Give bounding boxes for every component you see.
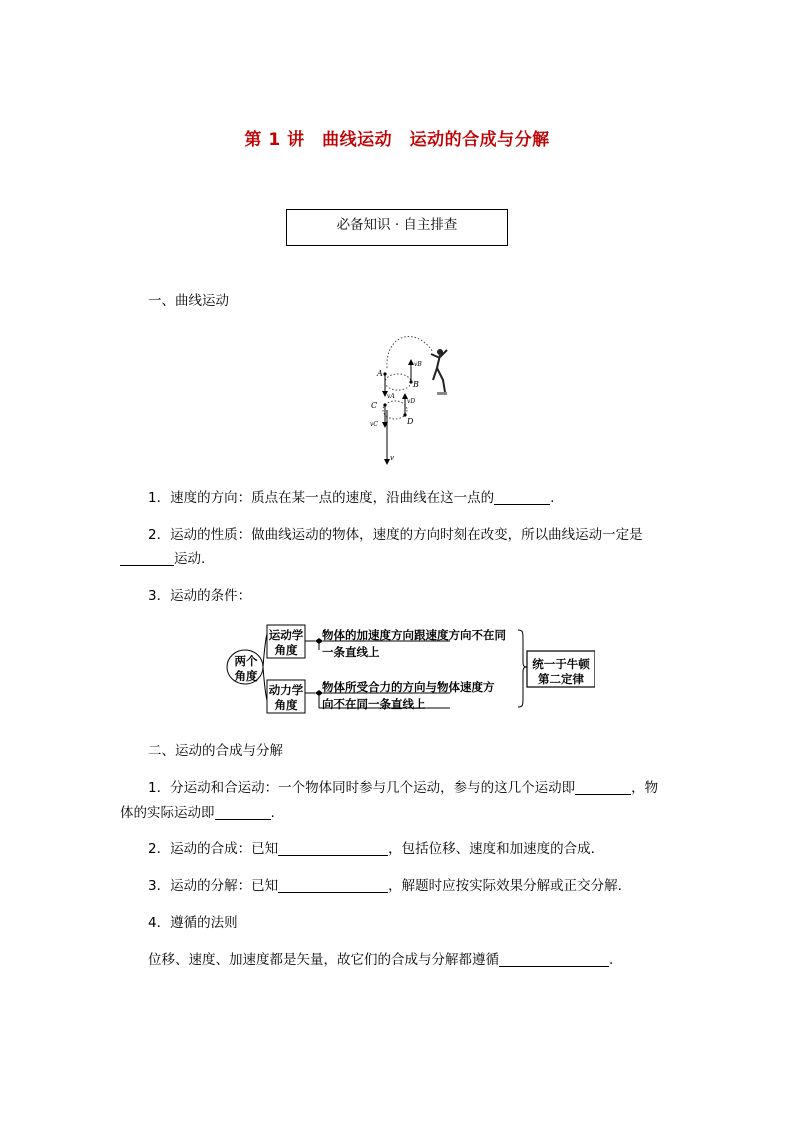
dynamics-text-line1: 物体所受合力的方向与物体速度方 (322, 680, 495, 694)
label-vA: vA (387, 393, 395, 400)
s2-item2-end: ，包括位移、速度和加速度的合成. (388, 841, 595, 857)
s2-item4-text (148, 948, 613, 968)
s2-item1-line2-end: . (270, 805, 275, 821)
s2-item4-end: . (609, 952, 614, 968)
s2-item2 (148, 837, 595, 857)
unify-box (527, 657, 595, 687)
kinematics-box (267, 628, 305, 658)
s2-item2-start: 2．运动的合成：已知 (148, 841, 279, 857)
s1-item2-line2 (120, 547, 205, 567)
s1-item2-line1: 2．运动的性质：做曲线运动的物体，速度的方向时刻在改变，所以曲线运动一定是 (148, 527, 643, 543)
dynamics-text-line2: 向不在同一条直线上 (322, 697, 426, 711)
s2-item4-body: 位移、速度、加速度都是矢量，故它们的合成与分解都遵循 (148, 952, 499, 968)
unify-box-line1: 统一于牛顿 (532, 657, 590, 671)
unify-box-line2: 第二定律 (538, 672, 584, 686)
answer-blank[interactable] (278, 878, 388, 893)
s2-item1-text: 1．分运动和合运动：一个物体同时参与几个运动，参与的这几个运动即 (148, 780, 576, 796)
dynamics-text (322, 679, 495, 713)
label-B: B (413, 380, 419, 389)
answer-blank[interactable] (499, 952, 609, 967)
answer-blank[interactable] (278, 841, 388, 856)
page-title: 第 1 讲 曲线运动 运动的合成与分解 (244, 130, 550, 150)
label-A: A (377, 369, 383, 378)
answer-blank[interactable] (215, 805, 271, 820)
s1-item3: 3．运动的条件： (148, 588, 252, 604)
dynamics-box (267, 683, 305, 713)
s2-item1-line2 (120, 801, 275, 821)
answer-blank[interactable] (494, 490, 550, 505)
s2-item4: 4．遵循的法则 (148, 915, 238, 931)
kinematics-text-line1: 物体的加速度方向跟速度方向不在同 (322, 628, 506, 642)
label-vC: vC (370, 421, 378, 428)
s1-item1 (148, 486, 554, 506)
s2-item1-line2-text: 体的实际运动即 (120, 805, 215, 821)
label-D: D (407, 417, 414, 426)
dancer-icon (431, 349, 447, 395)
section2-heading: 二、运动的合成与分解 (148, 743, 283, 759)
s2-item1-line1 (148, 776, 658, 796)
dynamics-box-line2: 角度 (274, 698, 298, 712)
s1-item2-end: 运动. (174, 551, 206, 567)
s2-item3-start: 3．运动的分解：已知 (148, 878, 279, 894)
kinematics-text-line2: 一条直线上 (322, 645, 380, 659)
section1-heading: 一、曲线运动 (148, 293, 229, 309)
s1-item1-text: 1．速度的方向：质点在某一点的速度，沿曲线在这一点的 (148, 490, 495, 506)
s2-item3-end: ，解题时应按实际效果分解或正交分解. (388, 878, 622, 894)
kinematics-box-line2: 角度 (274, 643, 298, 657)
curve-motion-figure (365, 330, 455, 465)
kinematics-box-line1: 运动学 (268, 628, 304, 642)
label-vB: vB (414, 361, 422, 368)
section-banner: 必备知识 · 自主排查 (286, 209, 508, 246)
label-C: C (371, 401, 378, 410)
answer-blank[interactable] (575, 780, 631, 795)
center-node-line1: 两个 (234, 654, 258, 668)
s2-item3 (148, 874, 622, 894)
s2-item1-end: ，物 (631, 780, 659, 796)
center-node-line2: 角度 (234, 669, 258, 683)
answer-blank[interactable] (120, 551, 174, 566)
kinematics-text (322, 627, 506, 661)
center-node (232, 654, 260, 684)
label-vD: vD (407, 398, 416, 405)
dynamics-box-line1: 动力学 (268, 683, 304, 697)
s1-item1-end: . (550, 490, 555, 506)
label-v: v (390, 454, 394, 462)
